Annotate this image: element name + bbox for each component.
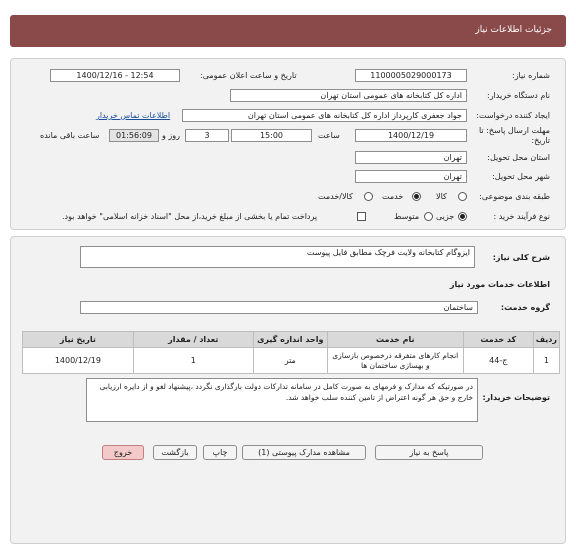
row-index: 1 bbox=[533, 348, 559, 374]
services-table bbox=[22, 331, 560, 374]
deadline-label: مهلت ارسال پاسخ: تا تاریخ: bbox=[478, 126, 550, 145]
time-label: ساعت bbox=[318, 131, 340, 140]
service-group-field: ساختمان bbox=[80, 301, 478, 314]
buyer-field: اداره کل کتابخانه های عمومی استان تهران bbox=[230, 89, 467, 102]
col-code: کد خدمت bbox=[463, 332, 533, 348]
category-radio-service[interactable] bbox=[412, 192, 421, 201]
col-index: ردیف bbox=[533, 332, 559, 348]
deadline-date-field: 1400/12/19 bbox=[355, 129, 467, 142]
process-option-minor: جزیی bbox=[436, 212, 455, 221]
category-radio-goods[interactable] bbox=[458, 192, 467, 201]
category-radio-goods-service[interactable] bbox=[364, 192, 373, 201]
need-number-label: شماره نیاز: bbox=[512, 71, 550, 80]
announce-field: 1400/12/16 - 12:54 bbox=[50, 69, 180, 82]
treasury-payment-checkbox[interactable] bbox=[357, 212, 366, 221]
col-unit: واحد اندازه گیری bbox=[253, 332, 327, 348]
creator-label: ایجاد کننده درخواست: bbox=[476, 111, 550, 120]
col-date: تاریخ نیاز bbox=[23, 332, 134, 348]
description-label: شرح کلی نیاز: bbox=[492, 253, 550, 262]
table-row bbox=[23, 348, 560, 374]
buyer-notes-label: توضیحات خریدار: bbox=[482, 393, 550, 402]
reply-button[interactable]: پاسخ به نیاز bbox=[375, 445, 483, 460]
page-header bbox=[10, 15, 566, 47]
process-option-medium: متوسط bbox=[394, 212, 420, 221]
exit-button[interactable]: خروج bbox=[102, 445, 144, 460]
col-name: نام خدمت bbox=[327, 332, 463, 348]
print-button[interactable]: چاپ bbox=[203, 445, 237, 460]
deadline-time-field: 15:00 bbox=[231, 129, 312, 142]
process-radio-minor[interactable] bbox=[458, 212, 467, 221]
view-attachments-button[interactable]: مشاهده مدارک پیوستی (1) bbox=[242, 445, 366, 460]
service-group-label: گروه خدمت: bbox=[500, 303, 550, 312]
row-date: 1400/12/19 bbox=[23, 348, 134, 374]
creator-field: جواد جعفری کارپرداز اداره کل کتابخانه های عمومی استان تهران bbox=[182, 109, 467, 122]
services-table-header bbox=[23, 332, 560, 348]
process-radio-medium[interactable] bbox=[424, 212, 433, 221]
category-label: طبقه بندی موضوعی: bbox=[479, 192, 550, 201]
city-field: تهران bbox=[355, 170, 467, 183]
announce-label: تاریخ و ساعت اعلان عمومی: bbox=[200, 71, 297, 80]
page-title: جزئیات اطلاعات نیاز bbox=[475, 25, 552, 35]
treasury-payment-note: پرداخت تمام یا بخشی از مبلغ خرید،از محل "اسناد خزانه اسلامی" خواهد بود. bbox=[62, 212, 318, 221]
row-qty: 1 bbox=[133, 348, 253, 374]
buyer-label: نام دستگاه خریدار: bbox=[487, 91, 550, 100]
row-name: انجام کارهای متفرقه درخصوص بازسازی و بهسازی ساختمان ها bbox=[327, 348, 463, 374]
row-code: ج-44 bbox=[463, 348, 533, 374]
days-field: 3 bbox=[185, 129, 229, 142]
province-field: تهران bbox=[355, 151, 467, 164]
province-label: استان محل تحویل: bbox=[487, 153, 550, 162]
back-button[interactable]: بازگشت bbox=[153, 445, 197, 460]
row-unit: متر bbox=[253, 348, 327, 374]
contact-info-link[interactable]: اطلاعات تماس خریدار bbox=[96, 111, 171, 120]
category-option-goods: کالا bbox=[436, 192, 447, 201]
remaining-time-field: 01:56:09 bbox=[109, 129, 159, 142]
buyer-notes-field: در صورتیکه که مدارک و فرمهای به صورت کامل در سامانه تدارکات دولت بارگذاری نگردد ،پیشنهاد لغو و از دایره ارزیابی خارج و حق هر گونه اعتراض از تامین کننده سلب خواهد شد. bbox=[86, 378, 478, 422]
need-number-field: 1100005029000173 bbox=[355, 69, 467, 82]
process-label: نوع فرآیند خرید : bbox=[493, 212, 550, 221]
description-field: ایزوگام کتابخانه ولایت فرچک مطابق فایل پیوست bbox=[80, 246, 475, 268]
category-option-service: خدمت bbox=[382, 192, 404, 201]
city-label: شهر محل تحویل: bbox=[492, 172, 550, 181]
category-option-goods-service: کالا/خدمت bbox=[318, 192, 353, 201]
days-label: روز و bbox=[162, 131, 180, 140]
col-qty: تعداد / مقدار bbox=[133, 332, 253, 348]
remaining-label: ساعت باقی مانده bbox=[40, 131, 100, 140]
services-section-title: اطلاعات خدمات مورد نیاز bbox=[449, 280, 550, 289]
